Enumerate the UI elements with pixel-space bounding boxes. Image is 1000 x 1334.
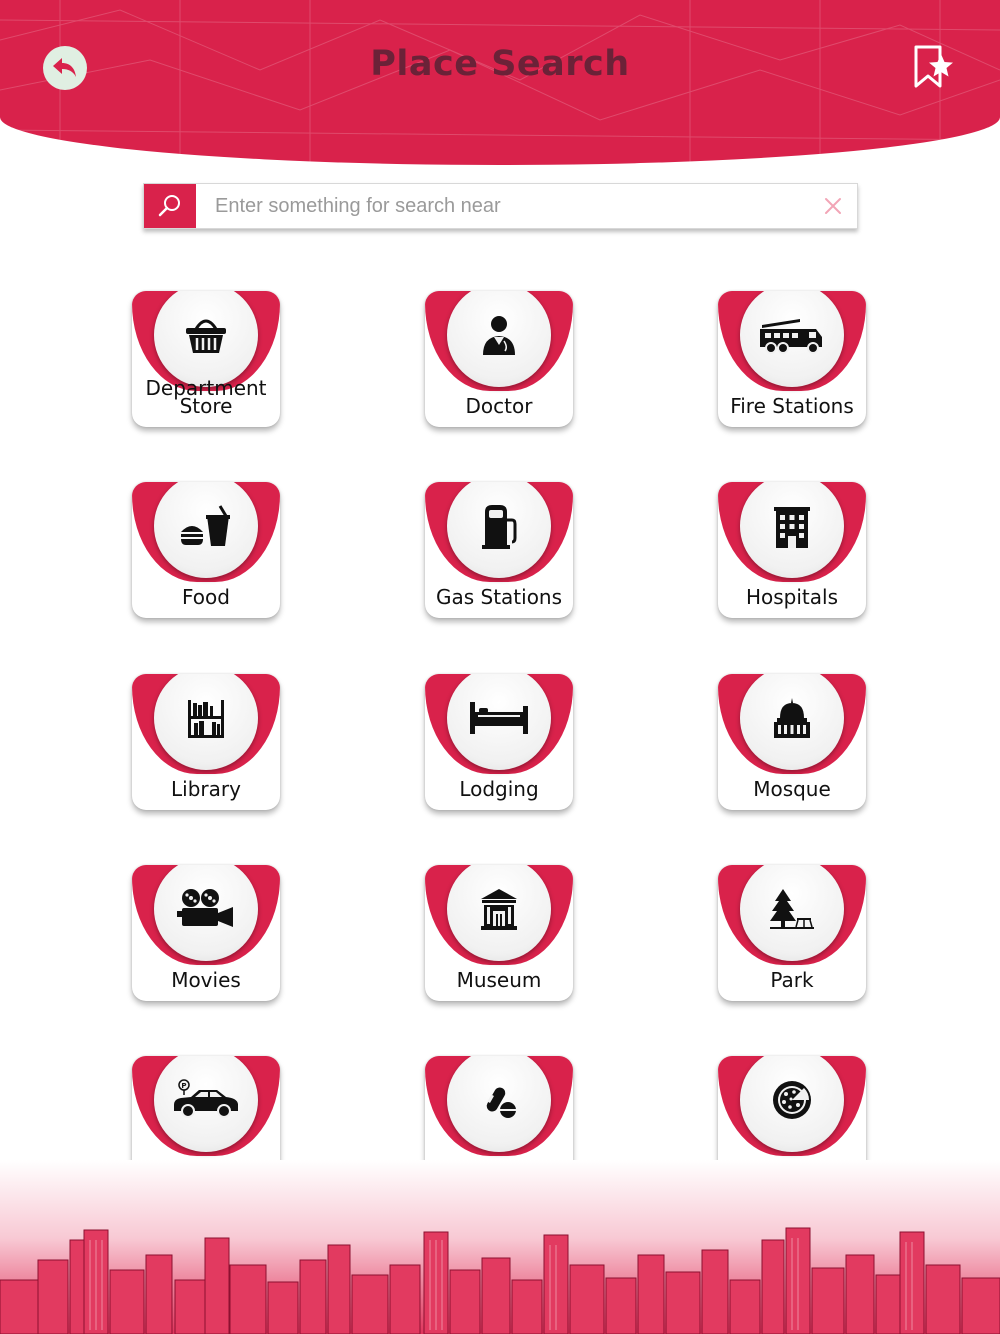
category-park[interactable] (718, 865, 866, 1001)
city-skyline-illustration (0, 1210, 1000, 1334)
category-lodging[interactable] (425, 674, 573, 810)
category-label: Mosque (753, 777, 831, 801)
shopping-basket-icon (182, 311, 230, 359)
bookmarks-button[interactable] (910, 44, 958, 92)
search-input[interactable] (196, 184, 809, 228)
category-gas-stations[interactable] (425, 482, 573, 618)
bookmark-star-icon (910, 44, 958, 92)
movie-camera-icon (177, 887, 235, 931)
library-icon (184, 696, 228, 740)
page-title: Place Search (370, 44, 630, 84)
category-museum[interactable] (425, 865, 573, 1001)
museum-icon (479, 887, 519, 931)
category-label: Hospitals (745, 585, 839, 609)
park-icon (769, 887, 815, 931)
parking-car-icon (171, 1079, 241, 1121)
category-fire-stations[interactable] (718, 291, 866, 427)
pill-icon (479, 1080, 519, 1120)
close-icon (824, 197, 842, 215)
pizza-icon (770, 1078, 814, 1122)
category-label: Doctor (465, 394, 533, 418)
category-label: Lodging (459, 777, 539, 801)
doctor-icon (475, 311, 523, 359)
category-library[interactable] (132, 674, 280, 810)
mosque-icon (768, 694, 816, 742)
category-doctor[interactable] (425, 291, 573, 427)
category-label: Park (770, 968, 814, 992)
search-button[interactable] (144, 184, 196, 228)
search-bar (143, 183, 858, 229)
category-label: Gas Stations (435, 585, 563, 609)
category-label: Movies (171, 968, 241, 992)
bed-icon (468, 700, 530, 736)
search-icon (157, 193, 183, 219)
category-hospitals[interactable] (718, 482, 866, 618)
category-food[interactable] (132, 482, 280, 618)
category-movies[interactable] (132, 865, 280, 1001)
gas-pump-icon (479, 502, 519, 550)
hospital-icon (772, 504, 812, 548)
category-label: Museum (456, 968, 542, 992)
category-mosque[interactable] (718, 674, 866, 810)
category-label: Library (171, 777, 241, 801)
category-label: Fire Stations (730, 394, 854, 418)
svg-text:P: P (181, 1082, 187, 1090)
category-department-store[interactable] (132, 291, 280, 427)
category-label: Food (182, 585, 230, 609)
category-label: Department Store (145, 376, 267, 418)
food-icon (178, 502, 234, 550)
clear-search-button[interactable] (809, 184, 857, 228)
fire-truck-icon (758, 315, 826, 355)
